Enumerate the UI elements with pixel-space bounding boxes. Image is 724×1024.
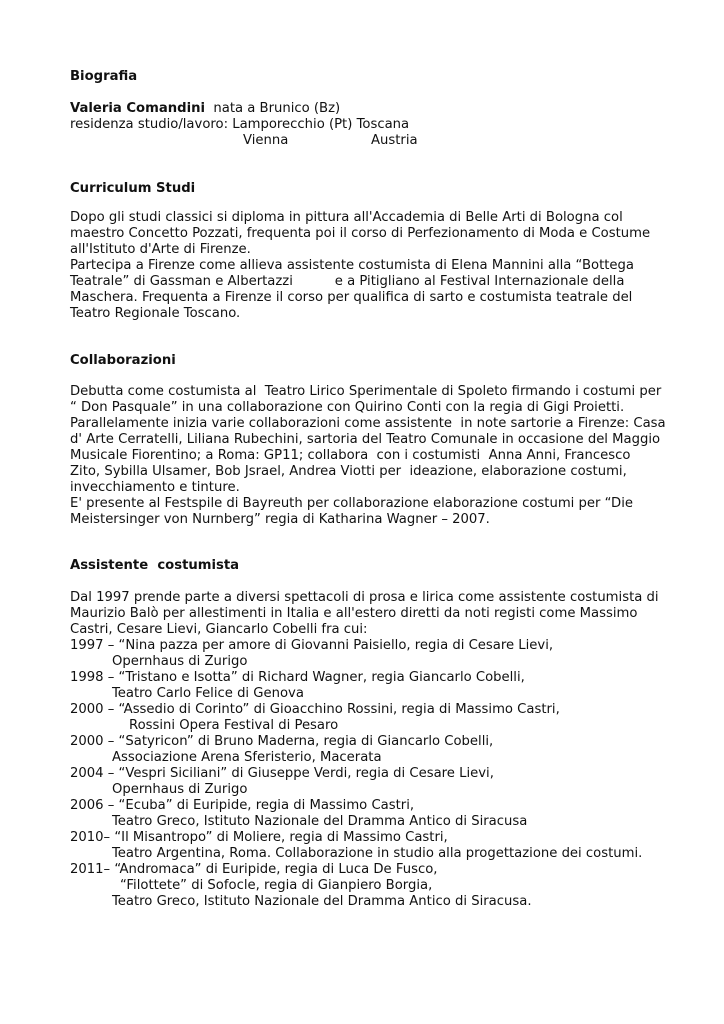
- production-venue: Teatro Greco, Istituto Nazionale del Dramma Antico di Siracusa: [112, 814, 528, 829]
- production-entry: 2004 – “Vespri Siciliani” di Giuseppe Verdi, regia di Cesare Lievi,: [70, 766, 494, 781]
- collab-line: Parallelamente inizia varie collaborazioni come assistente in note sartorie a Firenze: Casa: [70, 416, 666, 431]
- production-entry-secondary: “Filottete” di Sofocle, regia di Gianpiero Borgia,: [120, 878, 433, 893]
- bio-heading: Biografia: [70, 69, 138, 84]
- collab-heading: Collaborazioni: [70, 353, 176, 368]
- production-entry: 1998 – “Tristano e Isotta” di Richard Wagner, regia Giancarlo Cobelli,: [70, 670, 525, 685]
- studies-line: Partecipa a Firenze come allieva assistente costumista di Elena Mannini alla “Bottega: [70, 258, 635, 273]
- residence-city-2: Vienna: [243, 133, 289, 148]
- production-entry: 2000 – “Assedio di Corinto” di Gioacchino Rossini, regia di Massimo Castri,: [70, 702, 560, 717]
- production-venue: Rossini Opera Festival di Pesaro: [129, 718, 339, 733]
- residence-line: residenza studio/lavoro: Lamporecchio (Pt) Toscana: [70, 117, 410, 132]
- name-line: [70, 101, 340, 117]
- production-venue: Opernhaus di Zurigo: [112, 654, 248, 669]
- assistant-intro-line: Dal 1997 prende parte a diversi spettacoli di prosa e lirica come assistente costumista di: [70, 590, 659, 605]
- collab-line: Musicale Fiorentino; a Roma: GP11; collabora con i costumisti Anna Anni, Francesco: [70, 448, 631, 463]
- production-entry: 2006 – “Ecuba” di Euripide, regia di Massimo Castri,: [70, 798, 415, 813]
- collab-line: E' presente al Festspile di Bayreuth per collaborazione elaborazione costumi per “Die: [70, 496, 633, 511]
- production-venue: Teatro Carlo Felice di Genova: [112, 686, 304, 701]
- assistant-heading: Assistente costumista: [70, 558, 240, 573]
- birth-info: nata a Brunico (Bz): [213, 101, 341, 116]
- studies-line: Dopo gli studi classici si diploma in pittura all'Accademia di Belle Arti di Bologna col: [70, 210, 623, 225]
- studies-line: Maschera. Frequenta a Firenze il corso per qualifica di sarto e costumista teatrale del: [70, 290, 633, 305]
- person-name: Valeria Comandini: [70, 101, 205, 116]
- production-venue: Teatro Argentina, Roma. Collaborazione in studio alla progettazione dei costumi.: [112, 846, 643, 861]
- production-entry: 1997 – “Nina pazza per amore di Giovanni Paisiello, regia di Cesare Lievi,: [70, 638, 554, 653]
- studies-line: Teatrale” di Gassman e Albertazzi e a Pitigliano al Festival Internazionale della: [70, 274, 625, 289]
- production-entry: 2011– “Andromaca” di Euripide, regia di Luca De Fusco,: [70, 862, 438, 877]
- studies-line: maestro Concetto Pozzati, frequenta poi il corso di Perfezionamento di Moda e Costume: [70, 226, 651, 241]
- production-entry: 2010– “Il Misantropo” di Moliere, regia di Massimo Castri,: [70, 830, 448, 845]
- collab-line: d' Arte Cerratelli, Liliana Rubechini, sartoria del Teatro Comunale in occasione del Maggio: [70, 432, 661, 447]
- collab-line: Debutta come costumista al Teatro Lirico Sperimentale di Spoleto firmando i costumi per: [70, 384, 662, 399]
- production-venue: Teatro Greco, Istituto Nazionale del Dramma Antico di Siracusa.: [112, 894, 532, 909]
- production-venue: Associazione Arena Sferisterio, Macerata: [112, 750, 382, 765]
- residence-country-2: Austria: [371, 133, 418, 148]
- studies-line: all'Istituto d'Arte di Firenze.: [70, 242, 251, 257]
- collab-line: Zito, Sybilla Ulsamer, Bob Jsrael, Andrea Viotti per ideazione, elaborazione costumi,: [70, 464, 627, 479]
- collab-line: “ Don Pasquale” in una collaborazione con Quirino Conti con la regia di Gigi Proietti.: [70, 400, 625, 415]
- collab-line: invecchiamento e tinture.: [70, 480, 240, 495]
- assistant-intro-line: Maurizio Balò per allestimenti in Italia e all'estero diretti da noti registi come Massimo: [70, 606, 638, 621]
- production-venue: Opernhaus di Zurigo: [112, 782, 248, 797]
- collab-line: Meistersinger von Nurnberg” regia di Katharina Wagner – 2007.: [70, 512, 490, 527]
- production-entry: 2000 – “Satyricon” di Bruno Maderna, regia di Giancarlo Cobelli,: [70, 734, 494, 749]
- assistant-intro-line: Castri, Cesare Lievi, Giancarlo Cobelli fra cui:: [70, 622, 368, 637]
- studies-line: Teatro Regionale Toscano.: [70, 306, 241, 321]
- studies-heading: Curriculum Studi: [70, 181, 196, 196]
